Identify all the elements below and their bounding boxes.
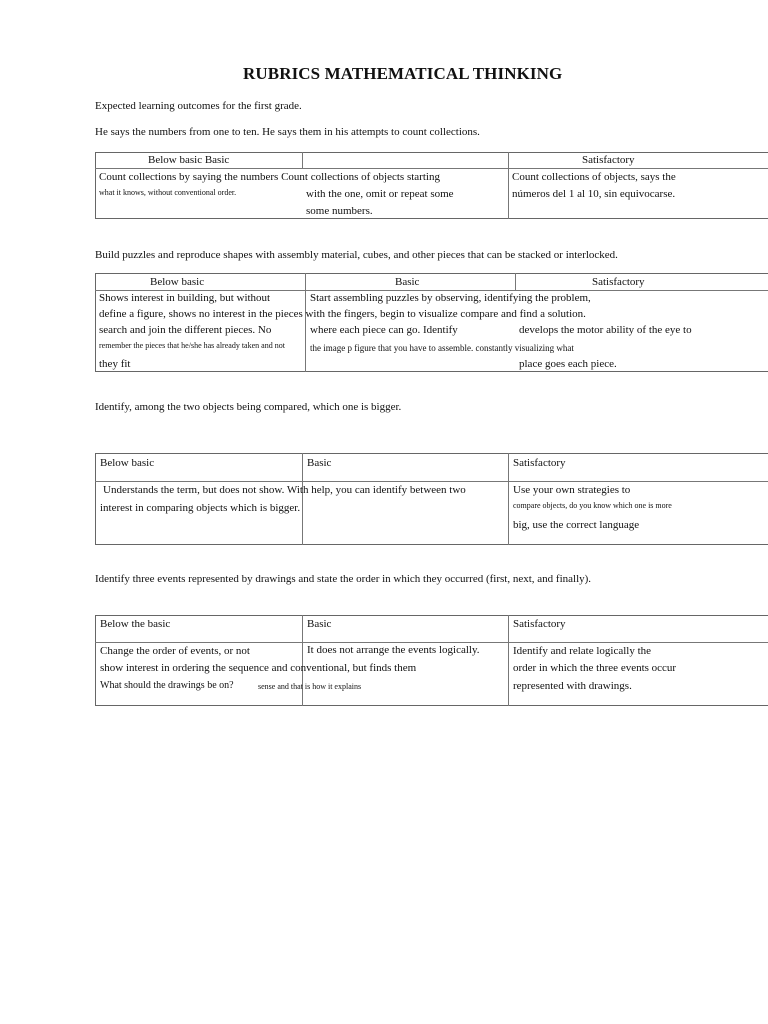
section2-cell-line: remember the pieces that he/she has already taken and not [99,341,285,350]
section4-header-below-basic: Below the basic [100,618,171,630]
section1-col-divider-2 [508,152,509,219]
section2-heading: Build puzzles and reproduce shapes with assembly material, cubes, and other pieces that can be stacked or interlocked. [95,249,618,261]
section4-satisfactory-line: represented with drawings. [513,680,632,692]
section4-satisfactory-line: order in which the three events occur [513,662,677,674]
section1-cell-line: with the one, omit or repeat some [306,188,454,200]
section4-satisfactory-line: Identify and relate logically the [513,645,652,657]
section2-cell-line: the image p figure that you have to assemble. constantly visualizing what [310,343,574,353]
section2-header-divider [95,290,768,291]
section4-cell-line: It does not arrange the events logically. [307,644,480,656]
section4-cell-line: show interest in ordering the sequence and conventional, but finds them [100,662,417,674]
section3-col-divider-2 [508,453,509,545]
section1-cell-line: some numbers. [306,205,373,217]
section3-table [95,453,768,545]
section4-table [95,615,768,706]
section2-cell-line: they fit [99,358,131,370]
section3-header-basic: Basic [307,457,332,469]
section3-header-below-basic: Below basic [100,457,155,469]
section2-header-basic: Basic [395,276,420,288]
section2-header-satisfactory: Satisfactory [592,276,645,288]
section3-satisfactory-line: Use your own strategies to [513,484,631,496]
section1-heading: He says the numbers from one to ten. He says them in his attempts to count collections. [95,126,480,138]
section1-cell-line: Count collections by saying the numbers Count collections of objects starting [99,171,440,183]
section3-header-satisfactory: Satisfactory [513,457,566,469]
section2-cell-line: define a figure, shows no interest in the pieces with the fingers, begin to visualize compare and find a solution. [99,308,586,320]
section4-header-divider [95,642,768,643]
section2-cell-line: place goes each piece. [519,358,617,370]
section1-cell-line: what it knows, without conventional order. [99,188,237,197]
section4-header-satisfactory: Satisfactory [513,618,566,630]
section4-cell-line: Change the order of events, or not [100,645,250,657]
section2-cell-line: search and join the different pieces. No [99,324,272,336]
section1-header-below-basic: Below basic Basic [148,154,230,166]
section1-satisfactory-line: números del 1 al 10, sin equivocarse. [512,188,676,200]
section3-satisfactory-line: compare objects, do you know which one is more [513,501,672,510]
section4-col-divider-1 [302,615,303,706]
section2-col-divider-2 [515,273,516,290]
section1-satisfactory-line: Count collections of objects, says the [512,171,676,183]
section3-col-divider-1 [302,453,303,545]
section1-header-satisfactory: Satisfactory [582,154,635,166]
section1-header-divider [95,168,768,169]
section3-cell-line: Understands the term, but does not show. With help, you can identify between two [103,484,466,496]
section4-heading: Identify three events represented by drawings and state the order in which they occurred (first, next, and finally). [95,573,592,585]
section1-col-divider-1 [302,152,303,168]
section3-heading: Identify, among the two objects being compared, which one is bigger. [95,401,402,413]
intro-text: Expected learning outcomes for the first grade. [95,100,302,112]
section2-header-below-basic: Below basic [150,276,205,288]
section2-cell-line: Start assembling puzzles by observing, identifying the problem, [310,292,591,304]
section4-header-basic: Basic [307,618,332,630]
section2-cell-line: where each piece can go. Identify [310,324,458,336]
section2-cell-line: develops the motor ability of the eye to [519,324,692,336]
section2-col-divider-1 [305,273,306,372]
page-title: RUBRICS MATHEMATICAL THINKING [243,64,563,83]
section4-cell-line: sense and that is how it explains [258,682,362,691]
section3-satisfactory-line: big, use the correct language [513,519,640,531]
section3-header-divider [95,481,768,482]
section2-cell-line: Shows interest in building, but without [99,292,271,304]
section3-cell-line: interest in comparing objects which is bigger. [100,502,301,514]
section4-col-divider-2 [508,615,509,706]
section4-cell-line: What should the drawings be on? [100,680,234,691]
